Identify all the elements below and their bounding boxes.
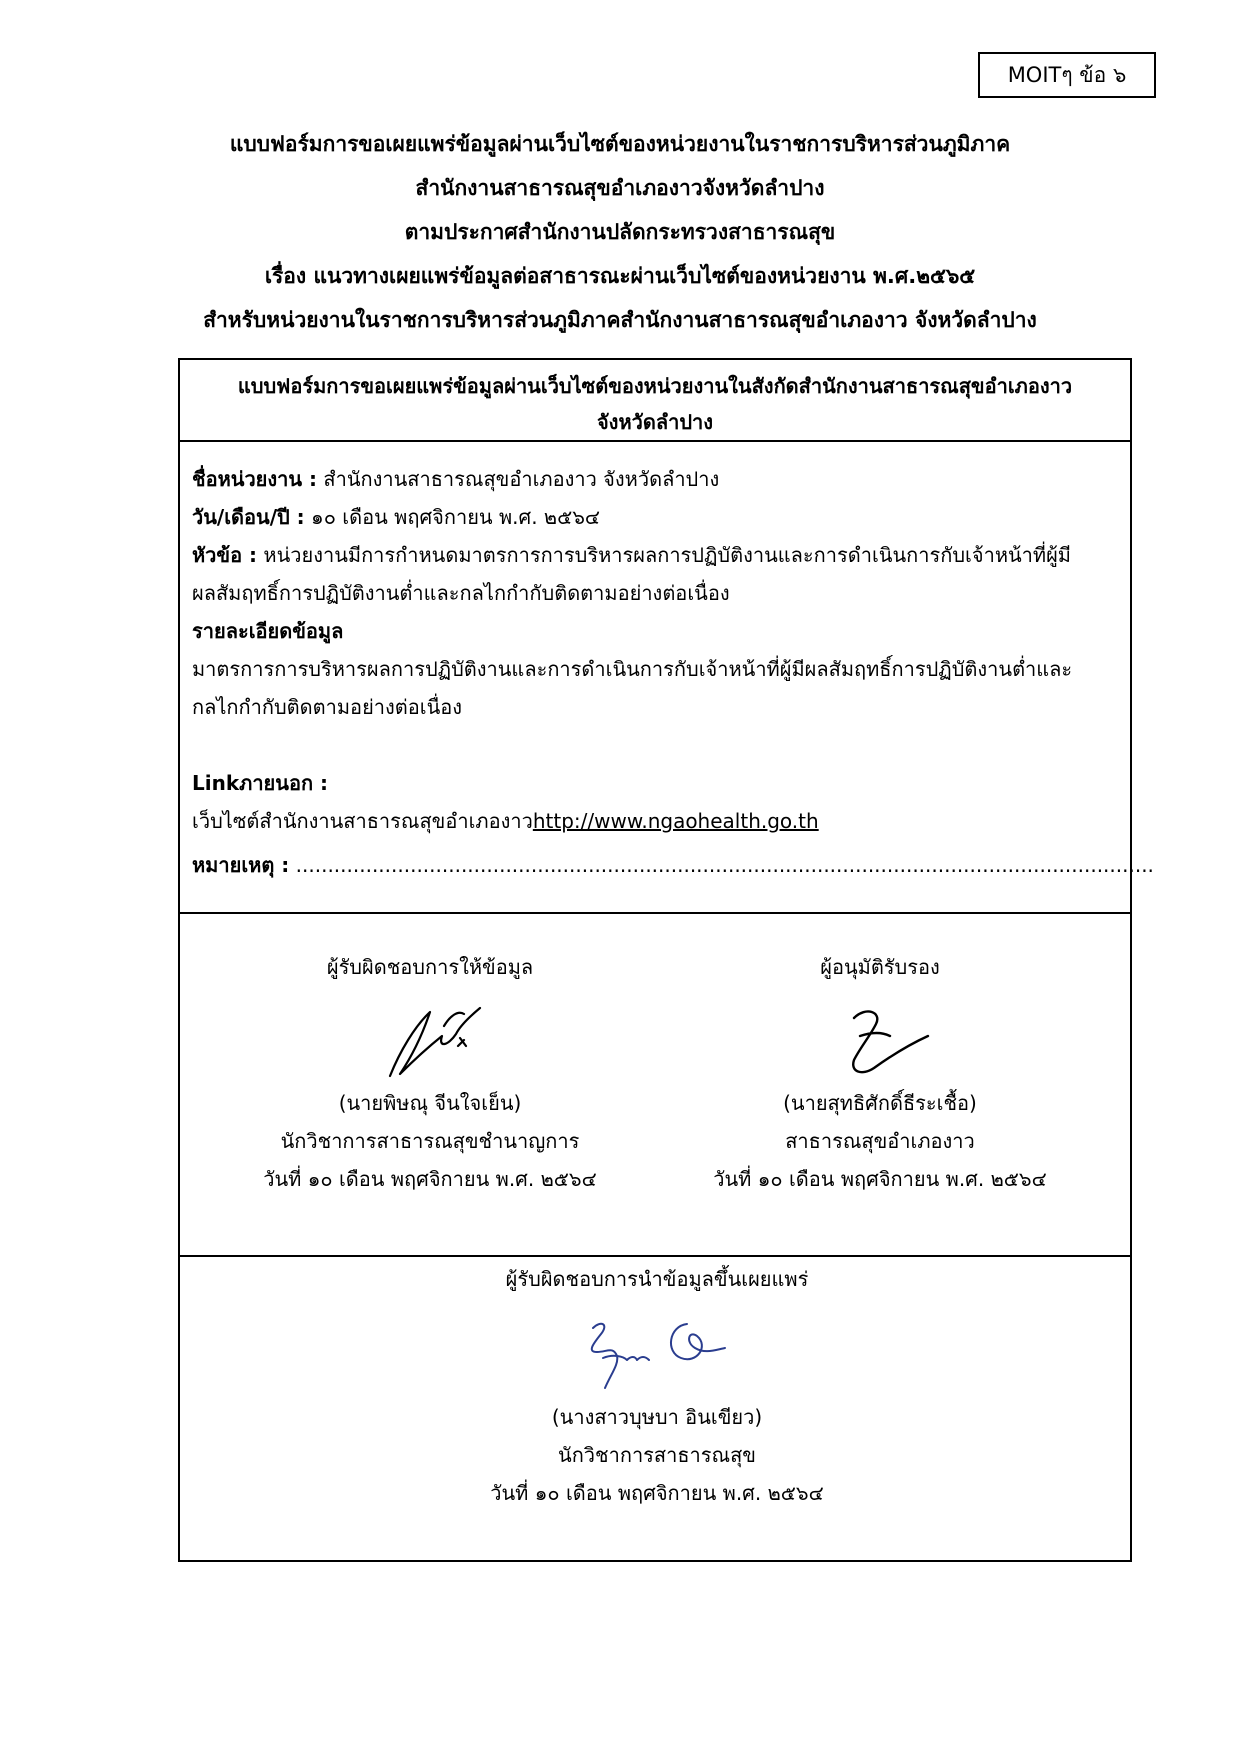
topic-label: หัวข้อ :	[192, 543, 258, 567]
form-code-box	[978, 52, 1156, 98]
date-value: ๑๐ เดือน พฤศจิกายน พ.ศ. ๒๕๖๔	[304, 505, 601, 529]
agency-label: ชื่อหน่วยงาน :	[192, 467, 318, 491]
header-line: สำนักงานสาธารณสุขอำเภองาวจังหวัดลำปาง	[415, 176, 825, 200]
header-line: เรื่อง แนวทางเผยแพร่ข้อมูลต่อสาธารณะผ่านเว็บไซต์ของหน่วยงาน พ.ศ.๒๕๖๕	[264, 264, 976, 288]
divider	[180, 440, 1130, 442]
note-row	[192, 846, 1154, 884]
signer-role: ผู้รับผิดชอบการให้ข้อมูล	[326, 955, 534, 979]
signer-date: วันที่ ๑๐ เดือน พฤศจิกายน พ.ศ. ๒๕๖๔	[263, 1167, 597, 1191]
signer-date: วันที่ ๑๐ เดือน พฤศจิกายน พ.ศ. ๒๕๖๔	[490, 1481, 824, 1505]
link-label: Linkภายนอก :	[192, 771, 329, 795]
spacer	[192, 726, 1118, 764]
link-row	[192, 802, 1118, 840]
signer-name: (นายพิษณุ จีนใจเย็น)	[338, 1091, 522, 1115]
divider	[180, 912, 1130, 914]
date-row	[192, 498, 1118, 536]
detail-section	[192, 460, 1154, 884]
agency-row	[192, 460, 1118, 498]
date-label: วัน/เดือน/ปี :	[192, 505, 305, 529]
note-label: หมายเหตุ :	[192, 853, 290, 877]
form-title-line: จังหวัดลำปาง	[596, 410, 714, 434]
header-line: ตามประกาศสำนักงานปลัดกระทรวงสาธารณสุข	[404, 220, 836, 244]
document-header	[150, 122, 1090, 342]
signer-role: ผู้อนุมัติรับรอง	[820, 955, 940, 979]
form-title-line: แบบฟอร์มการขอเผยแพร่ข้อมูลผ่านเว็บไซต์ของหน่วยงานในสังกัดสำนักงานสาธารณสุขอำเภองาว	[237, 374, 1073, 398]
signer-position: สาธารณสุขอำเภองาว	[785, 1129, 975, 1153]
signature-bottom-image	[557, 1308, 757, 1398]
signer-bottom	[417, 1260, 897, 1512]
divider	[180, 1255, 1130, 1257]
header-line: สำหรับหน่วยงานในราชการบริหารส่วนภูมิภาคสำนักงานสาธารณสุขอำเภองาว จังหวัดลำปาง	[203, 308, 1037, 332]
signer-date: วันที่ ๑๐ เดือน พฤศจิกายน พ.ศ. ๒๕๖๔	[713, 1167, 1047, 1191]
topic-continuation: ผลสัมฤทธิ์การปฏิบัติงานต่ำและกลไกกำกับติดตามอย่างต่อเนื่อง	[192, 581, 730, 605]
link-prefix: เว็บไซต์สำนักงานสาธารณสุขอำเภองาว	[192, 809, 533, 833]
info-line: มาตรการการบริหารผลการปฏิบัติงานและการดำเนินการกับเจ้าหน้าที่ผู้มีผลสัมฤทธิ์การปฏิบัติงานต่ำและ	[192, 657, 1073, 681]
form-box	[178, 358, 1154, 1562]
signer-name: (นางสาวบุษบา อินเขียว)	[551, 1405, 763, 1429]
topic-row	[192, 536, 1118, 574]
website-link[interactable]: http://www.ngaohealth.go.th	[532, 809, 819, 833]
form-title	[180, 368, 1130, 440]
info-label: รายละเอียดข้อมูล	[192, 619, 344, 643]
signature-right-image	[810, 996, 950, 1084]
info-line: กลไกกำกับติดตามอย่างต่อเนื่อง	[192, 695, 463, 719]
signer-right	[670, 948, 1090, 1198]
note-value: .......................................................................................................................................	[289, 853, 1154, 877]
signer-role: ผู้รับผิดชอบการนำข้อมูลขึ้นเผยแพร่	[505, 1267, 809, 1291]
topic-value: หน่วยงานมีการกำหนดมาตรการการบริหารผลการปฏิบัติงานและการดำเนินการกับเจ้าหน้าที่ผู้มี	[257, 543, 1071, 567]
signer-name: (นายสุทธิศักดิ์ธีระเชื้อ)	[783, 1091, 977, 1115]
header-line: แบบฟอร์มการขอเผยแพร่ข้อมูลผ่านเว็บไซต์ของหน่วยงานในราชการบริหารส่วนภูมิภาค	[229, 132, 1011, 156]
signer-position: นักวิชาการสาธารณสุขชำนาญการ	[280, 1129, 580, 1153]
signer-position: นักวิชาการสาธารณสุข	[558, 1443, 756, 1467]
agency-value: สำนักงานสาธารณสุขอำเภองาว จังหวัดลำปาง	[317, 467, 720, 491]
form-code: MOITๆ ข้อ ๖	[1007, 63, 1127, 87]
signer-left	[220, 948, 640, 1198]
signature-left-image	[360, 996, 500, 1084]
